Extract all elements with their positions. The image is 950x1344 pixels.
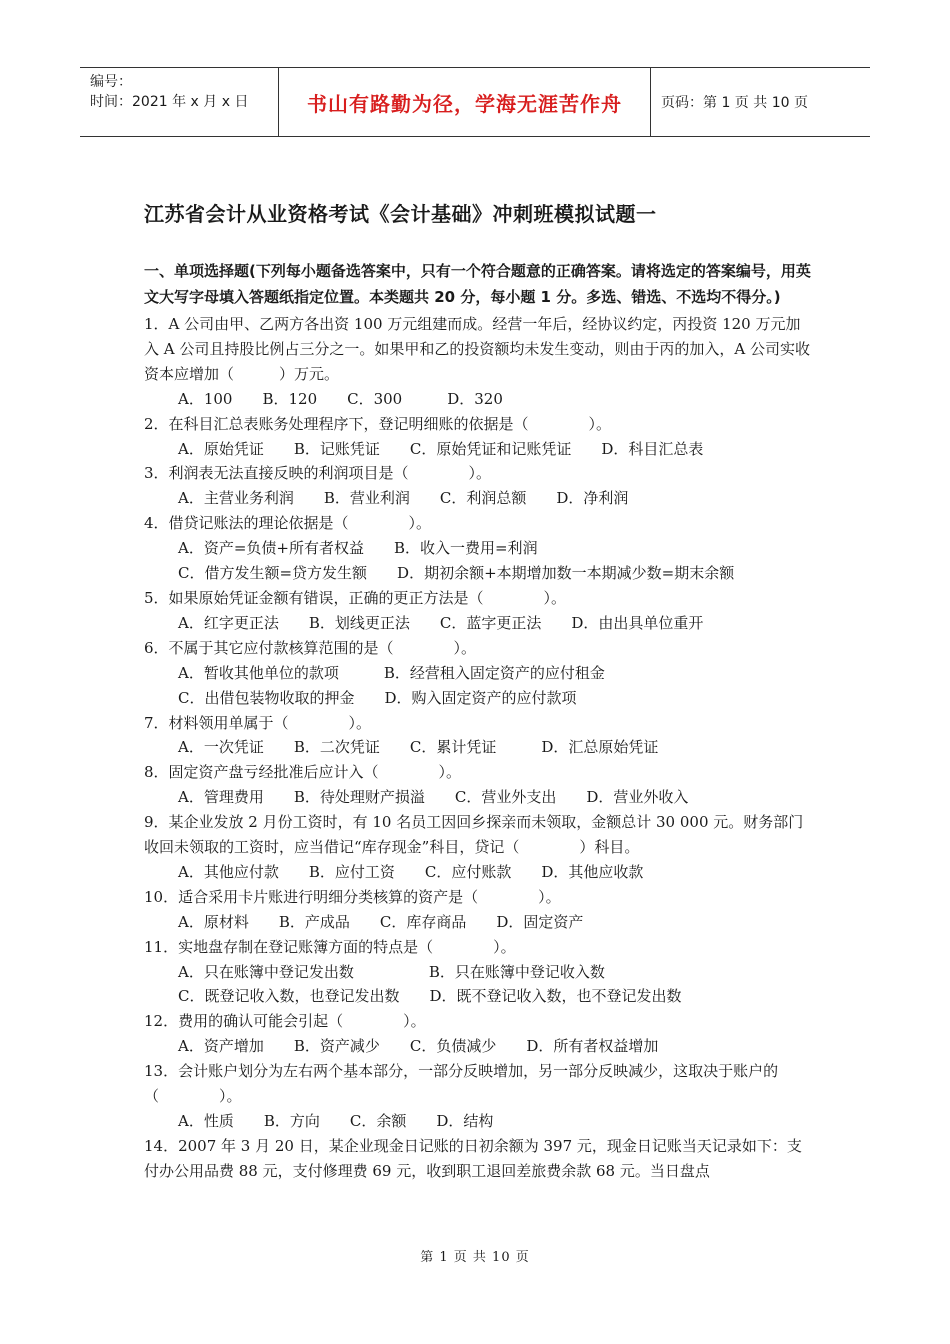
exam-content (144, 258, 814, 1184)
answer-options: A．只在账簿中登记发出数 B．只在账簿中登记收入数 (178, 962, 605, 981)
question-item (144, 885, 814, 935)
document-header (80, 67, 870, 137)
answer-options: A．性质 B．方向 C．余额 D．结构 (178, 1112, 494, 1130)
question-text: 7．材料领用单属于（ ）。 (144, 713, 372, 732)
question-text: 6．不属于其它应付款核算范围的是（ ）。 (144, 638, 477, 657)
question-text: 9．某企业发放 2 月份工资时，有 10 名员工因回乡探亲而未领取，金额总计 30 000 元。财务部门收回未领取的工资时，应当借记“库存现金”科目，贷记（ ）科目。 (144, 813, 804, 857)
question-text: 13．会计账户划分为左右两个基本部分，一部分反映增加，另一部分反映减少，这取决于账户的（ ）。 (144, 1062, 779, 1106)
answer-options: A．主营业务利润 B．营业利润 C．利润总额 D．净利润 (178, 489, 629, 508)
question-text: 3．利润表无法直接反映的利润项目是（ ）。 (144, 464, 492, 483)
document-date-label: 时间：2021 年 x 月 x 日 (90, 94, 249, 110)
answer-options: A．其他应付款 B．应付工资 C．应付账款 D．其他应收款 (178, 862, 644, 881)
question-list (144, 312, 814, 1184)
question-item (144, 810, 814, 885)
answer-options: A．原材料 B．产成品 C．库存商品 D．固定资产 (178, 912, 584, 931)
question-text: 2．在科目汇总表账务处理程序下，登记明细账的依据是（ ）。 (144, 414, 612, 433)
header-motto-cell (279, 68, 651, 136)
question-text: 14．2007 年 3 月 20 日，某企业现金日记账的日初余额为 397 元，现金日记账当天记录如下：支付办公用品费 88 元，支付修理费 69 元，收到职工退回差旅费余款 68 元。当日盘点 (144, 1136, 802, 1180)
question-text: 10．适合采用卡片账进行明细分类核算的资产是（ ）。 (144, 887, 561, 906)
question-item (144, 1059, 814, 1134)
answer-options: A．红字更正法 B．划线更正法 C．蓝字更正法 D．由出具单位重开 (178, 613, 704, 632)
question-item (144, 511, 814, 586)
question-item (144, 636, 814, 711)
document-title: 江苏省会计从业资格考试《会计基础》冲刺班模拟试题一 (144, 202, 657, 226)
question-item (144, 1009, 814, 1059)
question-item (144, 586, 814, 636)
question-item (144, 412, 814, 462)
answer-options: A．资产增加 B．资产减少 C．负债减少 D．所有者权益增加 (178, 1037, 659, 1056)
question-text: 8．固定资产盘亏经批准后应计入（ ）。 (144, 763, 462, 782)
answer-options: C．出借包装物收取的押金 D．购入固定资产的应付款项 (178, 688, 577, 707)
question-item (144, 711, 814, 761)
page-footer: 第 1 页 共 10 页 (420, 1250, 530, 1265)
document-number-label: 编号： (90, 74, 132, 90)
header-page-cell (651, 68, 870, 136)
question-text: 5．如果原始凭证金额有错误，正确的更正方法是（ ）。 (144, 588, 567, 607)
question-text: 12．费用的确认可能会引起（ ）。 (144, 1012, 426, 1031)
motto-text: 书山有路勤为径，学海无涯苦作舟 (307, 91, 622, 116)
question-item (144, 935, 814, 1010)
header-meta-cell (80, 68, 279, 136)
answer-options: C．借方发生额=贷方发生额 D．期初余额+本期增加数一本期减少数=期末余额 (178, 564, 735, 583)
answer-options: A．资产=负债+所有者权益 B．收入一费用=利润 (178, 539, 538, 558)
question-item (144, 760, 814, 810)
answer-options: A．100 B．120 C．300 D．320 (178, 389, 503, 408)
answer-options: A．管理费用 B．待处理财产损溢 C．营业外支出 D．营业外收入 (178, 788, 689, 807)
page-info: 页码：第 1 页 共 10 页 (661, 95, 808, 111)
answer-options: A．暂收其他单位的款项 B．经营租入固定资产的应付租金 (178, 663, 605, 682)
answer-options: C．既登记收入数，也登记发出数 D．既不登记收入数，也不登记发出数 (178, 987, 682, 1006)
question-item (144, 461, 814, 511)
question-text: 1．A 公司由甲、乙两方各出资 100 万元组建而成。经营一年后，经协议约定，丙投资 120 万元加入 A 公司且持股比例占三分之一。如果甲和乙的投资额均未发生变动，则由于丙的加入，A 公司实收资本应增加（ ）万元。 (144, 315, 810, 383)
question-item (144, 1134, 814, 1184)
question-text: 4．借贷记账法的理论依据是（ ）。 (144, 514, 432, 533)
section-heading: 一、单项选择题(下列每小题备选答案中，只有一个符合题意的正确答案。请将选定的答案编号，用英文大写字母填入答题纸指定位置。本类题共 20 分，每小题 1 分。多选、错选、不选均不得分。) (144, 262, 811, 306)
answer-options: A．原始凭证 B．记账凭证 C．原始凭证和记账凭证 D．科目汇总表 (178, 439, 704, 458)
question-text: 11．实地盘存制在登记账簿方面的特点是（ ）。 (144, 937, 516, 956)
answer-options: A．一次凭证 B．二次凭证 C．累计凭证 D．汇总原始凭证 (178, 738, 659, 757)
question-item (144, 312, 814, 412)
